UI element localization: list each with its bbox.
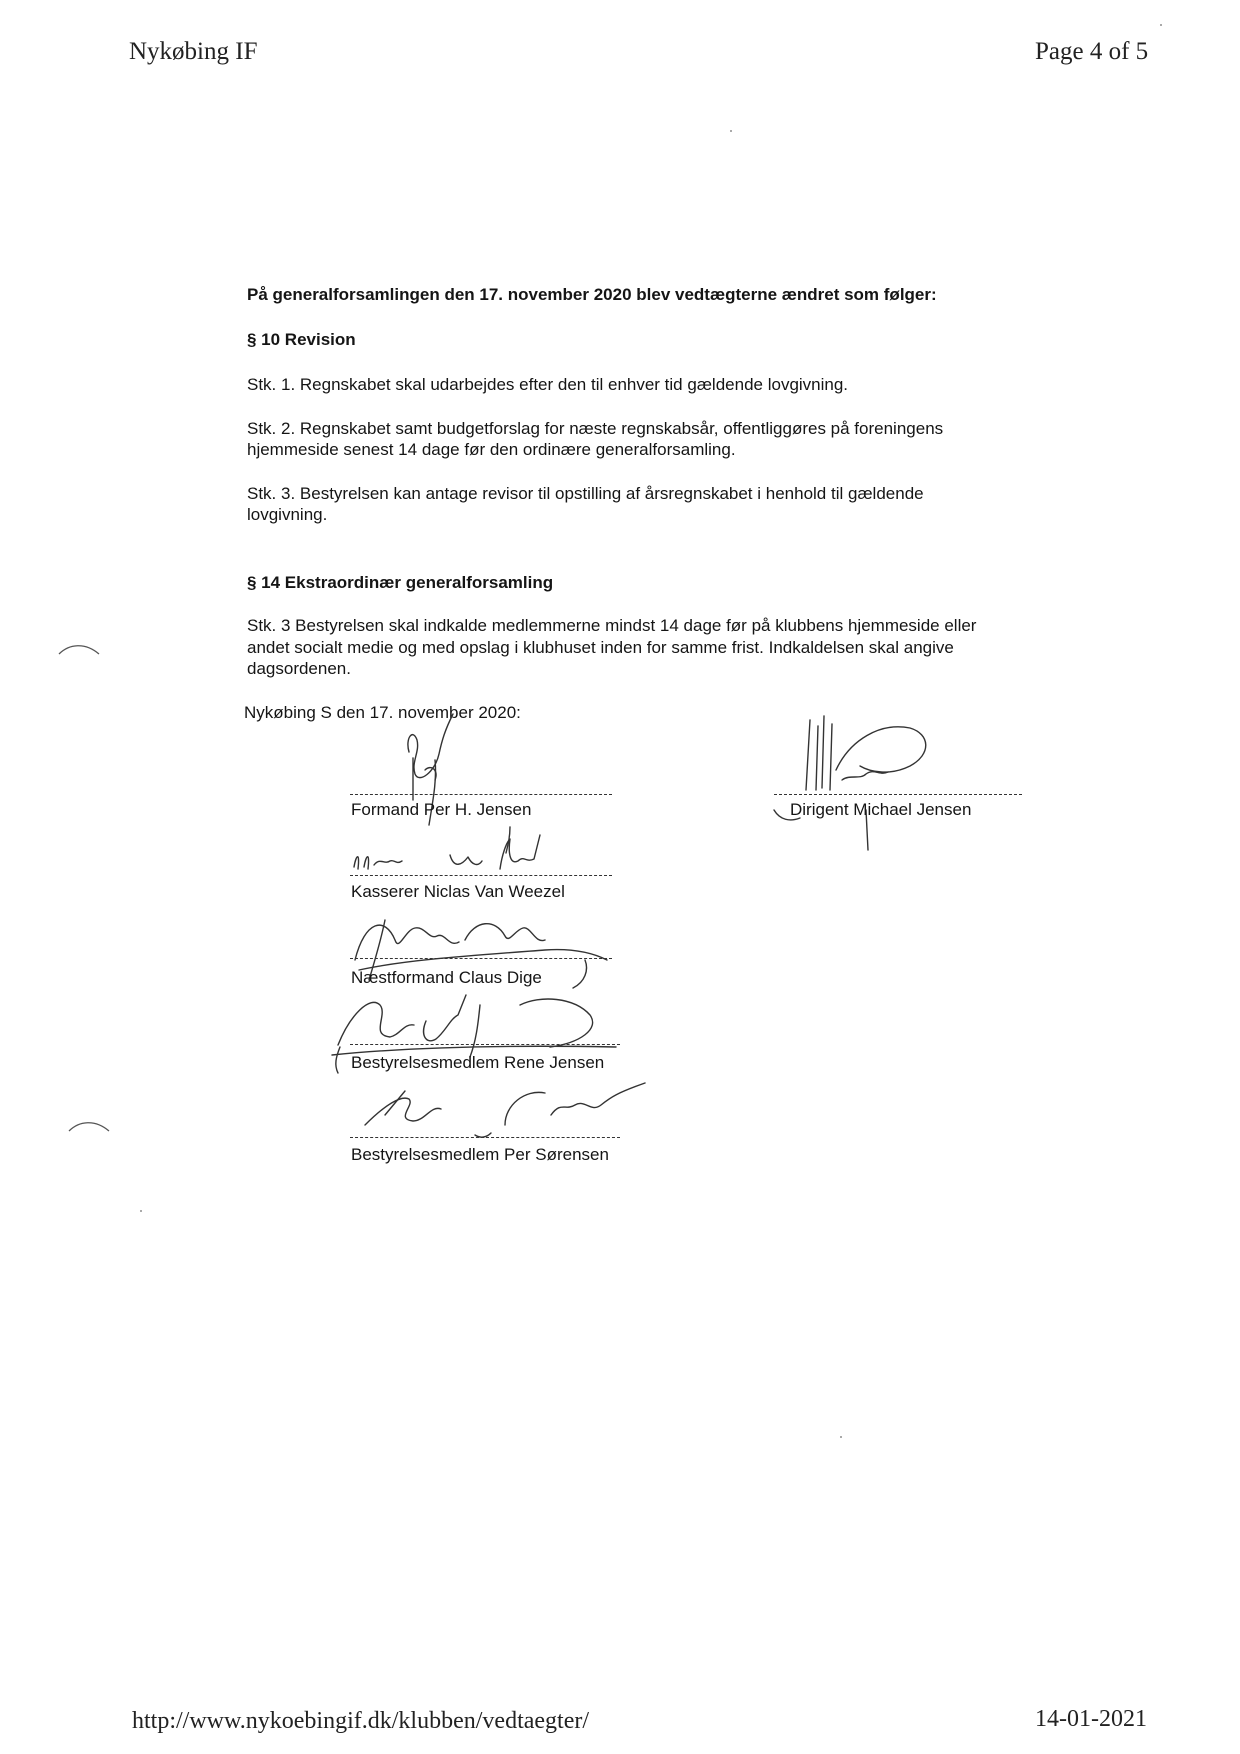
signature-line-per	[350, 1137, 620, 1138]
signature-kasserer	[350, 825, 560, 885]
signature-label-per: Bestyrelsesmedlem Per Sørensen	[351, 1145, 609, 1164]
section-14-line3: dagsordenen.	[247, 659, 351, 678]
signature-label-naestformand: Næstformand Claus Dige	[351, 968, 542, 987]
scan-speck	[1160, 24, 1162, 26]
punch-mark-bottom	[65, 1115, 115, 1135]
signature-label-dirigent: Dirigent Michael Jensen	[790, 800, 972, 819]
section-14-heading: § 14 Ekstraordinær generalforsamling	[247, 573, 554, 592]
signature-dirigent	[770, 710, 940, 860]
section-10-stk2-line1: Stk. 2. Regnskabet samt budgetforslag for næste regnskabsår, offentliggøres på foreningens	[247, 419, 944, 438]
section-10-stk1: Stk. 1. Regnskabet skal udarbejdes efter den til enhver tid gældende lovgivning.	[247, 375, 849, 394]
scan-speck	[840, 1436, 842, 1438]
section-10-stk2-line2: hjemmeside senest 14 dage før den ordinære generalforsamling.	[247, 440, 736, 459]
section-14-line2: andet socialt medie og med opslag i klubhuset inden for samme frist. Indkaldelsen skal angive	[247, 638, 954, 657]
signature-label-kasserer: Kasserer Niclas Van Weezel	[351, 882, 565, 901]
section-10-stk3-line2: lovgivning.	[247, 505, 328, 524]
place-date: Nykøbing S den 17. november 2020:	[244, 703, 521, 722]
punch-mark-top	[55, 640, 105, 660]
section-10-stk3-line1: Stk. 3. Bestyrelsen kan antage revisor til opstilling af årsregnskabet i henhold til gældende	[247, 484, 924, 503]
signature-line-rene	[350, 1044, 620, 1045]
section-14-line1: Stk. 3 Bestyrelsen skal indkalde medlemmerne mindst 14 dage før på klubbens hjemmeside eller	[247, 616, 977, 635]
scan-speck	[140, 1210, 142, 1212]
signature-line-naestformand	[350, 958, 612, 959]
header-page-number: Page 4 of 5	[1035, 38, 1149, 65]
intro-heading: På generalforsamlingen den 17. november 2020 blev vedtægterne ændret som følger:	[247, 285, 937, 304]
signature-line-formand	[350, 794, 612, 795]
signature-line-kasserer	[350, 875, 612, 876]
signature-line-dirigent	[774, 794, 1022, 795]
signature-bestyrelsesmedlem-per	[355, 1075, 655, 1145]
footer-url: http://www.nykoebingif.dk/klubben/vedtaegter/	[132, 1708, 590, 1734]
section-10-heading: § 10 Revision	[247, 330, 356, 349]
footer-date: 14-01-2021	[1035, 1706, 1147, 1732]
signature-label-formand: Formand Per H. Jensen	[351, 800, 532, 819]
header-site-name: Nykøbing IF	[129, 38, 258, 65]
signature-label-rene: Bestyrelsesmedlem Rene Jensen	[351, 1053, 605, 1072]
scan-speck	[730, 130, 732, 132]
